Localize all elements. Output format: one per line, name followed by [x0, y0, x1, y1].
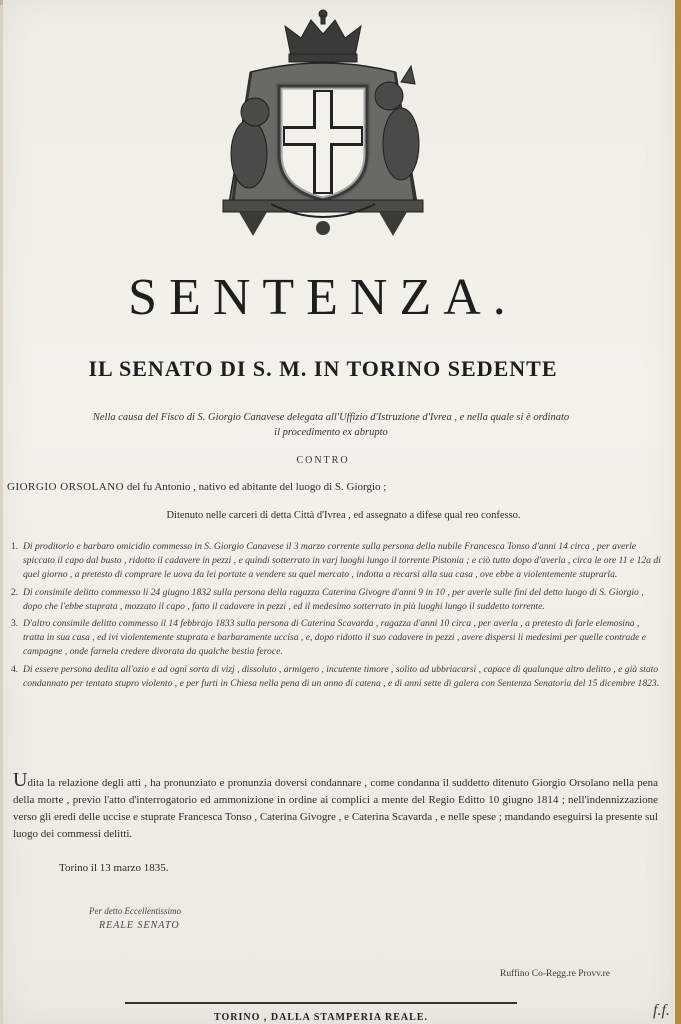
- verdict-dropcap: U: [13, 769, 28, 791]
- accused-line: [7, 481, 647, 493]
- charge-number: 3.: [11, 618, 19, 630]
- charge-item: [11, 540, 661, 583]
- charge-number: 1.: [11, 541, 19, 552]
- document-title: SENTENZA.: [128, 269, 518, 326]
- intro-line-1: Nella causa del Fisco di S. Giorgio Canavese delegata all'Uffizio d'Istruzione d'Ivrea , e nella quale si è ordinato: [92, 412, 570, 423]
- signature-body: REALE SENATO: [99, 920, 180, 931]
- charge-text: Di consimile delitto commesso li 24 giugno 1832 sulla persona della ragazza Caterina Givogre d'anni 9 in 10 , per averle sulle fini del detto luogo di S. Giorgio , dopo che l'ebbe stuprata , mozzato il capo , fatto il cadavere in pezzi , ed il medesimo sotterrato in più luoghi lungo il suddetto torrente.: [23, 586, 644, 612]
- handwritten-initials: f.f.: [653, 1002, 670, 1019]
- charge-text: Di essere persona dedita all'ozio e ad ogni sorta di vizj , dissoluto , armigero , incutente timore , solito ad ubbriacarsi , capace di qualunque altro delitto , e già stato condannato per tentato stupro violento , e per furti in Chiesa nella pena di un anno di catena , e di anni sette di galera con Sentenza Senatoria del 15 dicembre 1823.: [23, 663, 660, 689]
- footer-divider: [125, 1002, 517, 1004]
- clerk-signature: Ruffino Co-Regg.re Provv.re: [500, 969, 611, 979]
- charge-item: [11, 586, 661, 614]
- charge-text: Di proditorio e barbaro omicidio commesso in S. Giorgio Canavese il 3 marzo corrente sulla persona della nubile Francesca Tonso d'anni 14 circa , per averle spiccato il capo dal busto , ridotto il cadavere in pezzi , e quindi sotterrato in varj luoghi lungo il torrente Pistonia ; e ciò tutto dopo d'averla , circa le ore 11 e 12a di quel giorno , a pretesto di comprare le uova da lei portate a vendere su quel mercato , indotta a recarsi alla sua casa , ove ebbe a violentemente stuprarla.: [23, 541, 661, 581]
- charge-number: 4.: [11, 663, 19, 675]
- printer-imprint: TORINO , DALLA STAMPERIA REALE.: [214, 1012, 428, 1023]
- detention-line: Ditenuto nelle carceri di detta Città d'Ivrea , ed assegnato a difese qual reo confesso.: [166, 510, 521, 521]
- senate-heading: IL SENATO DI S. M. IN TORINO SEDENTE: [88, 356, 558, 381]
- frame-right: [675, 0, 681, 1024]
- charge-number: 2.: [11, 586, 19, 598]
- accused-details: del fu Antonio , nativo ed abitante del luogo di S. Giorgio ;: [124, 481, 387, 493]
- verdict-text: dita la relazione degli atti , ha pronunziato e pronunzia doversi condannare , come condanna il suddetto ditenuto Giorgio Orsolano nella pena della morte , previo l'atto d'interrogatorio ed ammonizione in ordine ai complici a mente del Regio Editto 10 giugno 1814 ; nell'indennizzazione verso gli eredi delle uccise e stuprate Francesca Tonso , Caterina Givogre , e Caterina Scavarda , e nelle spese ; mandando eseguirsi la presente sul luogo dei commessi delitti.: [13, 777, 658, 840]
- verdict-paragraph: [13, 769, 658, 843]
- issue-date: Torino il 13 marzo 1835.: [59, 862, 169, 874]
- signature-label: Per detto Eccellentissimo: [89, 906, 181, 916]
- contro-heading: CONTRO: [296, 455, 350, 466]
- charge-item: [11, 663, 661, 691]
- case-introduction: [11, 410, 651, 440]
- charge-text: D'altro consimile delitto commesso il 14 febbrajo 1833 sulla persona di Caterina Scavarda , ragazza d'anni 10 circa , per averla , a pretesto di farle elemosina , tratta in sua casa , ed ivi violentemente stuprata e barbaramente uccisa , e, dopo ridotto il suo cadavere in pezzi , avere dispersi li medesimi per quelle contrade e campagne , onde farnela credere divorata da qualche bestia feroce.: [23, 618, 647, 658]
- savoy-coat-of-arms-icon: [211, 4, 436, 240]
- proclamation-sheet: [3, 0, 675, 1024]
- charges-list: [11, 540, 661, 694]
- charge-item: [11, 617, 661, 660]
- accused-name: GIORGIO ORSOLANO: [7, 481, 125, 493]
- intro-line-2: il procedimento ex abrupto: [274, 427, 388, 438]
